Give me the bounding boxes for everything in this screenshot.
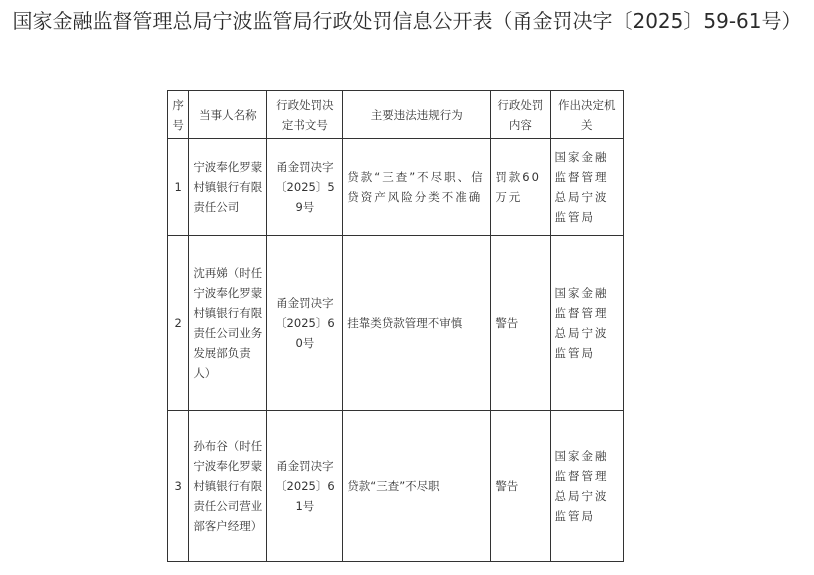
- cell-seq: 1: [168, 139, 189, 236]
- cell-deciding-agency: 国家金融监督管理总局宁波监管局: [550, 236, 623, 411]
- table-row: [168, 139, 624, 236]
- cell-decision-doc-no: 甬金罚决字〔2025〕60号: [267, 236, 343, 411]
- header-violation: 主要违法违规行为: [343, 91, 491, 139]
- header-decision-doc-no: 行政处罚决定书文号: [267, 91, 343, 139]
- cell-violation: 贷款“三查”不尽职: [343, 411, 491, 562]
- cell-penalty-content: 警告: [491, 236, 550, 411]
- cell-deciding-agency: 国家金融监督管理总局宁波监管局: [550, 139, 623, 236]
- cell-seq: 2: [168, 236, 189, 411]
- cell-party-name: 孙布谷（时任宁波奉化罗蒙村镇银行有限责任公司营业部客户经理）: [189, 411, 267, 562]
- table-row: [168, 411, 624, 562]
- table-row: [168, 236, 624, 411]
- cell-decision-doc-no: 甬金罚决字〔2025〕61号: [267, 411, 343, 562]
- cell-seq: 3: [168, 411, 189, 562]
- cell-violation: 挂靠类贷款管理不审慎: [343, 236, 491, 411]
- cell-party-name: 沈再娣（时任宁波奉化罗蒙村镇银行有限责任公司业务发展部负责人）: [189, 236, 267, 411]
- cell-deciding-agency: 国家金融监督管理总局宁波监管局: [550, 411, 623, 562]
- header-penalty-content: 行政处罚内容: [491, 91, 550, 139]
- cell-penalty-content: 警告: [491, 411, 550, 562]
- table-header-row: [168, 91, 624, 139]
- header-deciding-agency: 作出决定机关: [550, 91, 623, 139]
- header-party-name: 当事人名称: [189, 91, 267, 139]
- cell-violation: 贷款“三查”不尽职、信贷资产风险分类不准确: [343, 139, 491, 236]
- header-seq: 序号: [168, 91, 189, 139]
- cell-decision-doc-no: 甬金罚决字〔2025〕59号: [267, 139, 343, 236]
- cell-party-name: 宁波奉化罗蒙村镇银行有限责任公司: [189, 139, 267, 236]
- cell-penalty-content: 罚款60万元: [491, 139, 550, 236]
- page-title: 国家金融监督管理总局宁波监管局行政处罚信息公开表（甬金罚决字〔2025〕59-61号）: [12, 9, 802, 33]
- penalty-table: [167, 90, 624, 562]
